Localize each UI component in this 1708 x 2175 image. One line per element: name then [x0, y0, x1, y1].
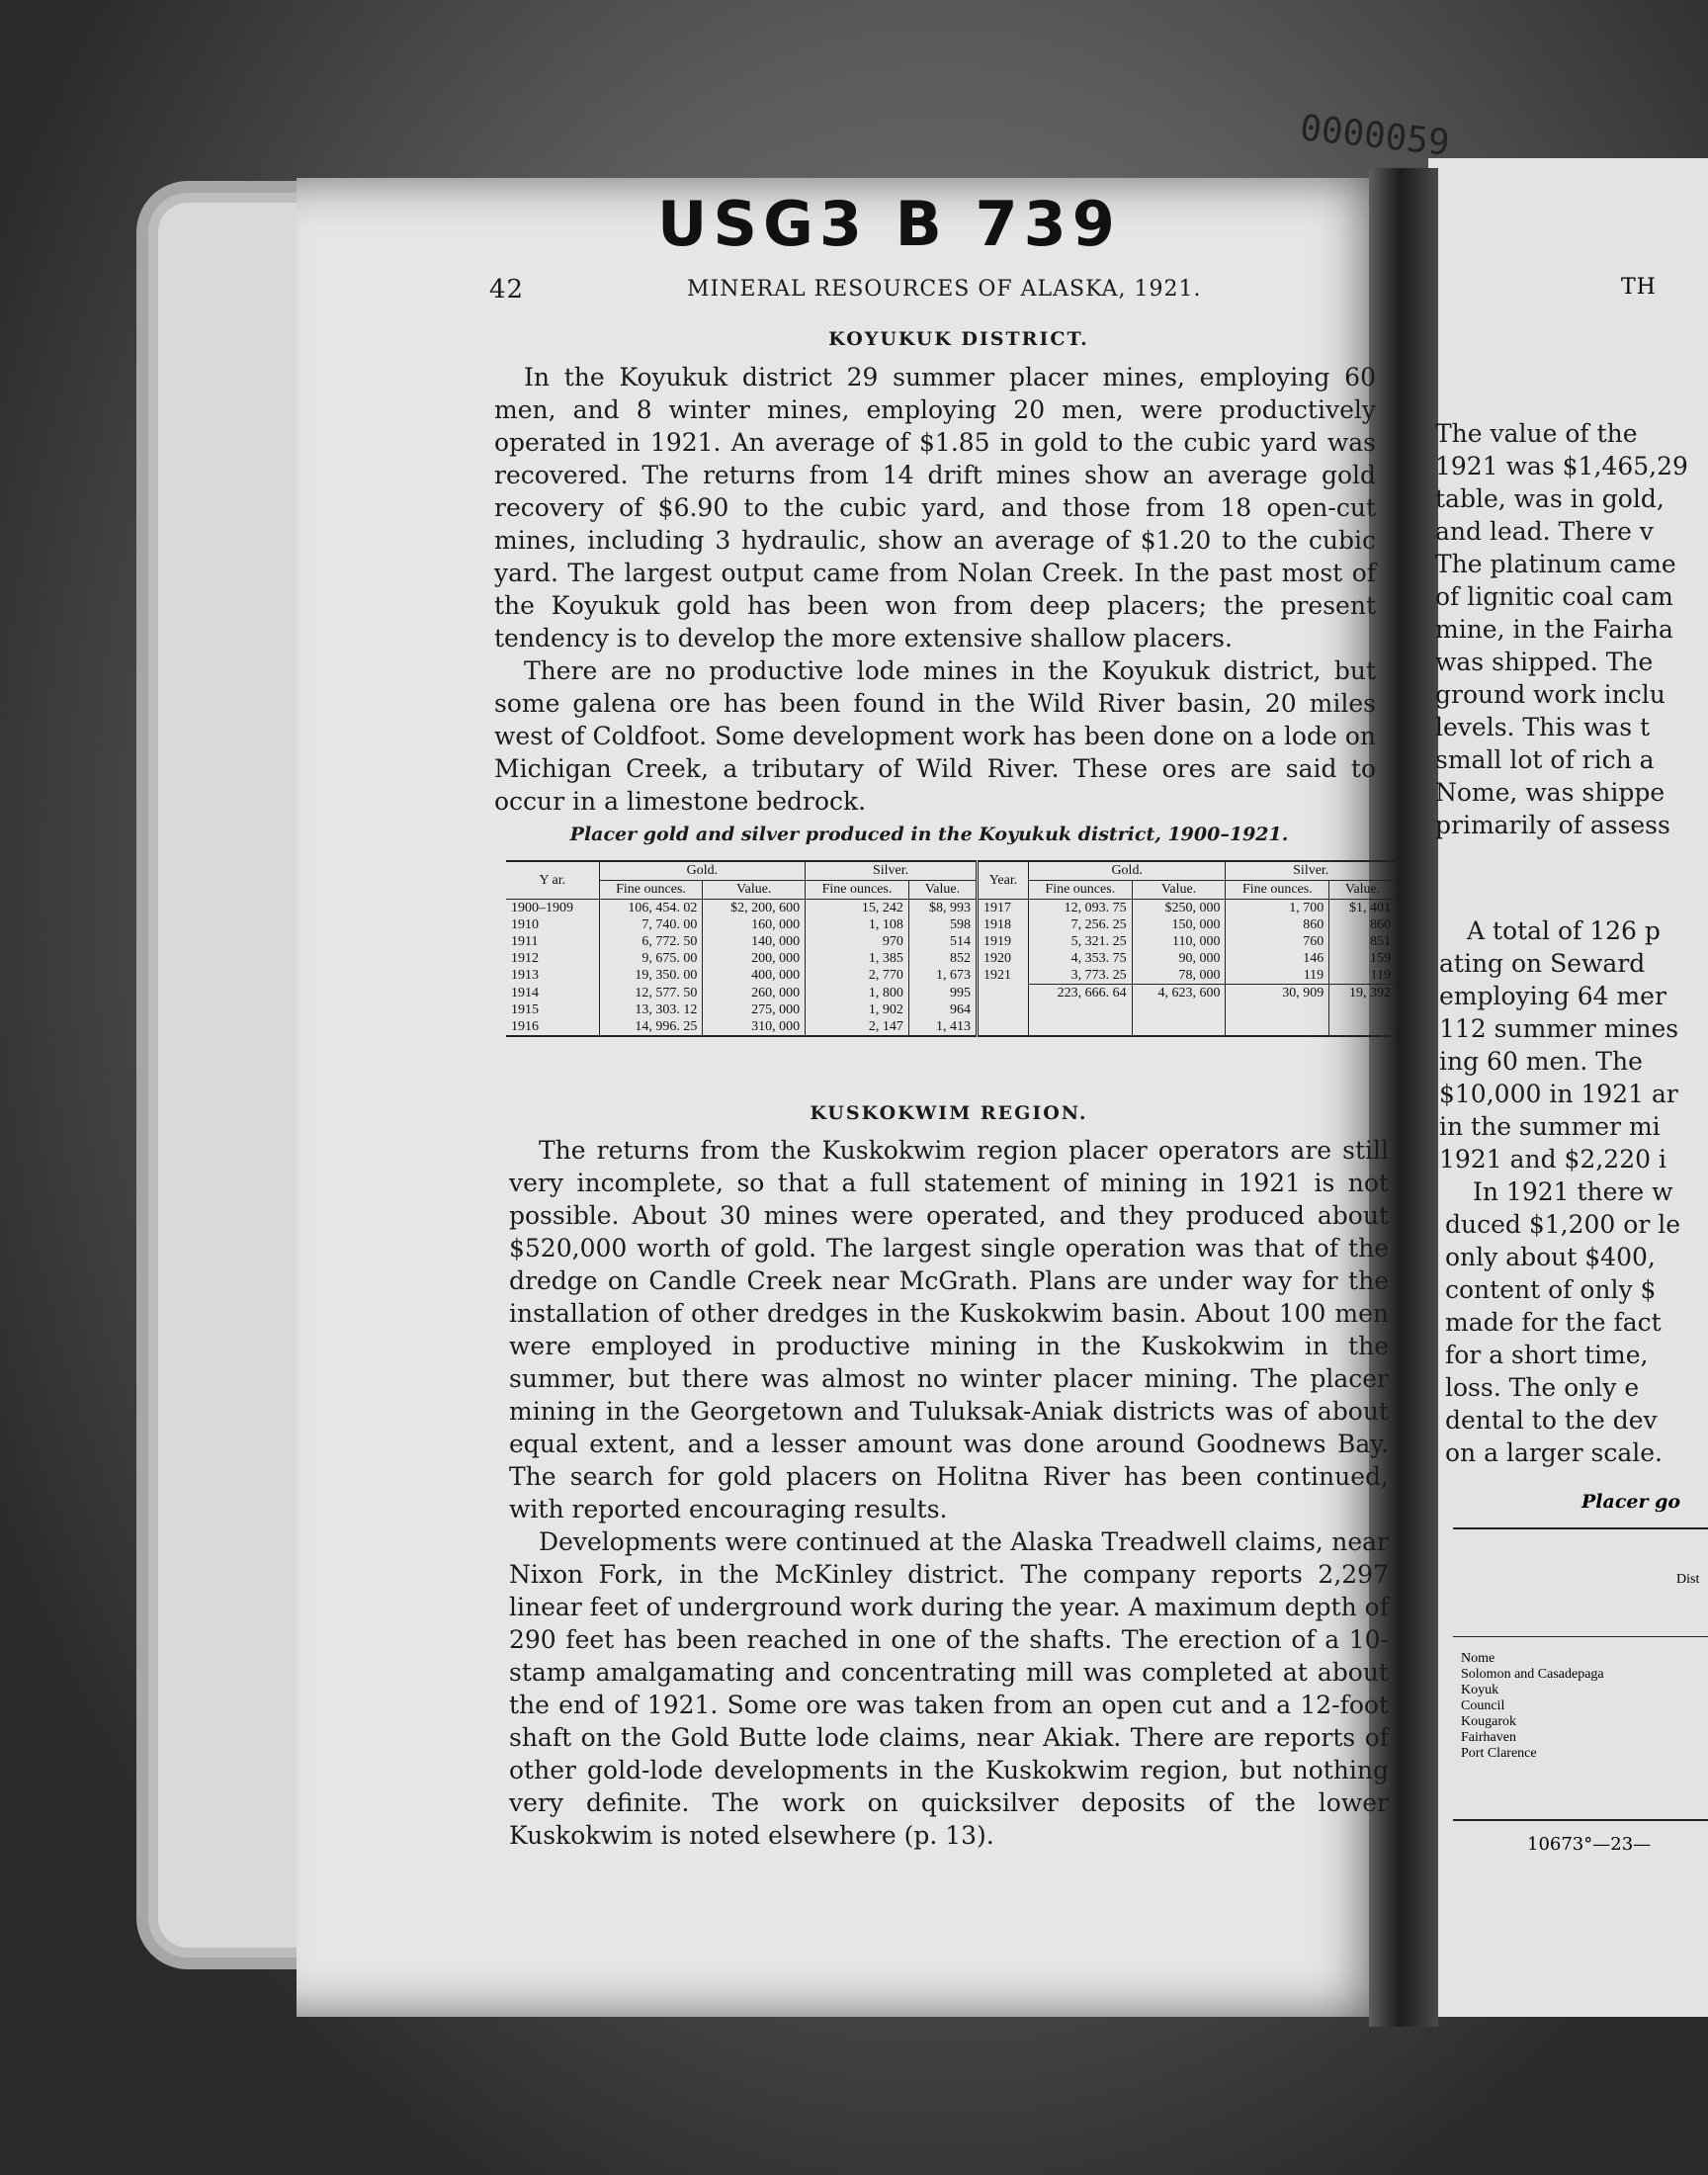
table-cell: 598 — [908, 916, 977, 933]
table-row — [506, 950, 1396, 967]
kuskokwim-heading: KUSKOKWIM REGION. — [810, 1102, 1088, 1124]
right-text-line: 1921 was $1,465,29 — [1435, 452, 1688, 480]
footer-code: 10673°—23— — [1527, 1834, 1652, 1855]
right-text-line: 1921 and $2,220 i — [1439, 1145, 1666, 1174]
table-cell: 200, 000 — [703, 950, 806, 967]
table-cell — [1028, 1001, 1132, 1018]
header-gold: Gold. — [599, 861, 805, 881]
table-cell: 12, 093. 75 — [1028, 900, 1132, 917]
table-cell: 6, 772. 50 — [599, 933, 703, 950]
right-text-line: of lignitic coal cam — [1435, 582, 1673, 611]
table-total-cell: 19, 392 — [1329, 985, 1396, 1002]
right-text-line: levels. This was t — [1435, 713, 1651, 741]
table-cell: 860 — [1226, 916, 1329, 933]
table-caption: Placer gold and silver produced in the Koyukuk district, 1900–1921. — [569, 824, 1289, 845]
table-cell — [978, 985, 1029, 1002]
table-cell: 2, 770 — [806, 967, 909, 985]
table-cell: 140, 000 — [703, 933, 806, 950]
table-cell: 970 — [806, 933, 909, 950]
table-cell: 5, 321. 25 — [1028, 933, 1132, 950]
stamped-page-number: 0000059 — [1298, 108, 1452, 164]
table-cell: 19, 350. 00 — [599, 967, 703, 985]
table-cell: 995 — [908, 985, 977, 1002]
right-text-line: content of only $ — [1445, 1275, 1657, 1304]
table-cell: 1, 902 — [806, 1001, 909, 1018]
table-cell: 1, 108 — [806, 916, 909, 933]
table-cell: 90, 000 — [1132, 950, 1226, 967]
district-row: Solomon and Casadepaga — [1461, 1667, 1604, 1682]
table-cell: 106, 454. 02 — [599, 900, 703, 917]
table-cell: 1, 673 — [908, 967, 977, 985]
table-cell: 1913 — [511, 968, 539, 984]
table-cell: $250, 000 — [1132, 900, 1226, 917]
koyukuk-paragraph-1: In the Koyukuk district 29 summer placer mines, employing 60 men, and 8 winter mines, employing 20 men, were productively operated in 1921. An average of $1.85 in gold to the cubic yard was recovered. The returns from 14 drift mines show an average gold recovery of $6.90 to the cubic yard, and those from 18 open-cut mines, including 3 hydraulic, show an average of $1.20 to the cubic yard. The largest output came from Nolan Creek. In the past most of the Koyukuk gold has been won from deep placers; the present tendency is to develop the more extensive shallow placers. — [494, 363, 1376, 652]
table-cell: 119 — [1226, 967, 1329, 985]
right-text-line: 112 summer mines — [1439, 1014, 1679, 1043]
table-cell: $2, 200, 600 — [703, 900, 806, 917]
right-text-line: small lot of rich a — [1435, 745, 1655, 774]
table-cell: 1, 385 — [806, 950, 909, 967]
table-cell: 150, 000 — [1132, 916, 1226, 933]
table-cell — [1132, 1018, 1226, 1036]
right-text-line: ing 60 men. The — [1439, 1047, 1643, 1076]
header-year-right: Year. — [978, 861, 1029, 900]
table-cell: 14, 996. 25 — [599, 1018, 703, 1036]
table-cell — [1028, 1018, 1132, 1036]
table-cell: 310, 000 — [703, 1018, 806, 1036]
table-cell: 12, 577. 50 — [599, 985, 703, 1002]
right-running-head: TH — [1621, 275, 1657, 300]
right-table-rule — [1453, 1636, 1708, 1637]
right-text-line: dental to the dev — [1445, 1406, 1658, 1435]
table-cell: 110, 000 — [1132, 933, 1226, 950]
table-cell: 146 — [1226, 950, 1329, 967]
header-fine-ounces: Fine ounces. — [599, 881, 703, 900]
placer-table-container — [506, 860, 1396, 1037]
table-cell: 7, 740. 00 — [599, 916, 703, 933]
right-text-line: table, was in gold, — [1435, 484, 1665, 513]
district-row: Koyuk — [1461, 1683, 1499, 1697]
right-text-line: ground work inclu — [1435, 680, 1665, 709]
header-gold-right: Gold. — [1028, 861, 1226, 881]
table-cell — [1329, 1001, 1396, 1018]
district-row: Fairhaven — [1461, 1730, 1516, 1745]
table-cell: 119 — [1329, 967, 1396, 985]
table-total-cell: 4, 623, 600 — [1132, 985, 1226, 1002]
table-cell: 1920 — [978, 950, 1029, 967]
table-cell: 1, 413 — [908, 1018, 977, 1036]
right-text-line: in the summer mi — [1439, 1112, 1661, 1141]
right-text-line: In 1921 there w — [1473, 1177, 1673, 1206]
table-cell — [1226, 1001, 1329, 1018]
running-head: MINERAL RESOURCES OF ALASKA, 1921. — [687, 277, 1202, 302]
header-year: Y ar. — [506, 861, 599, 900]
table-cell: 7, 256. 25 — [1028, 916, 1132, 933]
table-cell: 160, 000 — [703, 916, 806, 933]
table-cell: 78, 000 — [1132, 967, 1226, 985]
right-text-line: was shipped. The — [1435, 648, 1654, 676]
right-text-line: $10,000 in 1921 ar — [1439, 1080, 1678, 1108]
table-cell: 514 — [908, 933, 977, 950]
table-cell — [1226, 1018, 1329, 1036]
table-cell: 1912 — [511, 951, 539, 966]
table-cell — [978, 1001, 1029, 1018]
header-fine-ounces: Fine ounces. — [806, 881, 909, 900]
table-cell: 4, 353. 75 — [1028, 950, 1132, 967]
right-text-line: duced $1,200 or le — [1445, 1210, 1681, 1239]
koyukuk-text — [494, 361, 1376, 818]
right-table-rule — [1453, 1527, 1708, 1529]
table-cell: $1, 401 — [1329, 900, 1396, 917]
table-cell: 275, 000 — [703, 1001, 806, 1018]
table-cell: 3, 773. 25 — [1028, 967, 1132, 985]
header-value: Value. — [908, 881, 977, 900]
right-text-line: made for the fact — [1445, 1308, 1662, 1337]
district-row: Port Clarence — [1461, 1746, 1537, 1761]
header-value: Value. — [703, 881, 806, 900]
right-text-line: employing 64 mer — [1439, 982, 1666, 1010]
table-cell: 1921 — [978, 967, 1029, 985]
right-text-line: The platinum came — [1435, 550, 1676, 578]
table-total-cell: 30, 909 — [1226, 985, 1329, 1002]
kuskokwim-text — [509, 1134, 1389, 1852]
table-cell: 1, 700 — [1226, 900, 1329, 917]
table-cell: 15, 242 — [806, 900, 909, 917]
right-text-line: loss. The only e — [1445, 1373, 1640, 1402]
right-text-line: for a short time, — [1445, 1341, 1649, 1369]
header-fine-ounces: Fine ounces. — [1028, 881, 1132, 900]
table-cell: 13, 303. 12 — [599, 1001, 703, 1018]
table-cell: 1915 — [511, 1002, 539, 1017]
right-table-caption: Placer go — [1581, 1491, 1681, 1513]
right-text-line: only about $400, — [1445, 1243, 1656, 1271]
table-cell: 964 — [908, 1001, 977, 1018]
placer-table — [506, 860, 1396, 1037]
right-text-line: primarily of assess — [1435, 811, 1670, 839]
table-cell: 400, 000 — [703, 967, 806, 985]
table-cell: 851 — [1329, 933, 1396, 950]
table-row — [506, 985, 1396, 1002]
table-cell: 1916 — [506, 1018, 599, 1036]
header-silver-right: Silver. — [1226, 861, 1396, 881]
right-text-line: mine, in the Fairha — [1435, 615, 1673, 644]
header-silver: Silver. — [806, 861, 978, 881]
table-cell: 2, 147 — [806, 1018, 909, 1036]
table-cell: 159 — [1329, 950, 1396, 967]
right-table-header: Dist — [1676, 1572, 1700, 1587]
right-text-line: The value of the — [1435, 419, 1638, 448]
table-row — [506, 1001, 1396, 1018]
kuskokwim-paragraph-1: The returns from the Kuskokwim region placer operators are still very incomplete, so that a full statement of mining in 1921 is not possible. About 30 mines were operated, and they produced about $520,000 worth of gold. The largest single operation was that of the dredge on Candle Creek near McGrath. Plans are under way for the installation of other dredges in the Kuskokwim basin. About 100 men were employed in productive mining in the Kuskokwim in the summer, but there was almost no winter placer mining. The placer mining in the Georgetown and Tuluksak-Aniak districts was of about equal extent, and a lesser amount was done around Goodnews Bay. The search for gold placers on Holitna River has been continued, with reported encouraging results. — [509, 1136, 1389, 1523]
district-row: Nome — [1461, 1651, 1495, 1666]
table-cell: 1917 — [978, 900, 1029, 917]
right-footer-rule — [1453, 1819, 1708, 1821]
right-text-line: ating on Seward — [1439, 949, 1646, 978]
table-cell: 1918 — [978, 916, 1029, 933]
right-text-line: Nome, was shippe — [1435, 778, 1665, 807]
table-cell: $8, 993 — [908, 900, 977, 917]
table-cell: 1914 — [511, 985, 539, 1000]
district-row: Kougarok — [1461, 1714, 1516, 1729]
table-cell: 1919 — [978, 933, 1029, 950]
handwritten-call-number: USG3 B 739 — [657, 188, 1121, 260]
table-row — [506, 967, 1396, 985]
page-number: 42 — [489, 275, 525, 304]
right-text-line: and lead. There v — [1435, 517, 1654, 546]
table-cell — [1329, 1018, 1396, 1036]
table-row — [506, 916, 1396, 933]
koyukuk-paragraph-2: There are no productive lode mines in the Koyukuk district, but some galena ore has been found in the Wild River basin, 20 miles west of Coldfoot. Some development work has been done on a lode on Michigan Creek, a tributary of Wild River. These ores are said to occur in a limestone bedrock. — [494, 656, 1376, 816]
table-cell: 1, 800 — [806, 985, 909, 1002]
table-cell: 1911 — [511, 934, 539, 949]
table-row — [506, 933, 1396, 950]
table-total-cell: 223, 666. 64 — [1028, 985, 1132, 1002]
table-cell: 860 — [1329, 916, 1396, 933]
table-cell: 760 — [1226, 933, 1329, 950]
header-value: Value. — [1329, 881, 1396, 900]
table-cell — [978, 1018, 1029, 1036]
header-value: Value. — [1132, 881, 1226, 900]
table-cell: 1910 — [511, 917, 539, 932]
table-cell: 1900–1909 — [511, 901, 573, 915]
table-cell: 852 — [908, 950, 977, 967]
page-header — [489, 275, 1418, 304]
district-row: Council — [1461, 1698, 1505, 1713]
koyukuk-heading: KOYUKUK DISTRICT. — [828, 328, 1089, 350]
table-row — [506, 1018, 1396, 1036]
right-text-line: on a larger scale. — [1445, 1438, 1663, 1467]
header-fine-ounces: Fine ounces. — [1226, 881, 1329, 900]
table-cell — [1132, 1001, 1226, 1018]
right-text-line: A total of 126 p — [1467, 916, 1661, 945]
kuskokwim-paragraph-2: Developments were continued at the Alaska Treadwell claims, near Nixon Fork, in the McKinley district. The company reports 2,297 linear feet of underground work during the year. A maximum depth of 290 feet has been reached in one of the shafts. The erection of a 10-stamp amalgamating and concentrating mill was completed at about the end of 1921. Some ore was taken from an open cut and a 12-foot shaft on the Gold Butte lode claims, near Akiak. There are reports of other gold-lode developments in the Kuskokwim region, but nothing very definite. The work on quicksilver deposits of the lower Kuskokwim is noted elsewhere (p. 13). — [509, 1527, 1389, 1850]
table-row — [506, 900, 1396, 917]
table-cell: 260, 000 — [703, 985, 806, 1002]
table-cell: 9, 675. 00 — [599, 950, 703, 967]
